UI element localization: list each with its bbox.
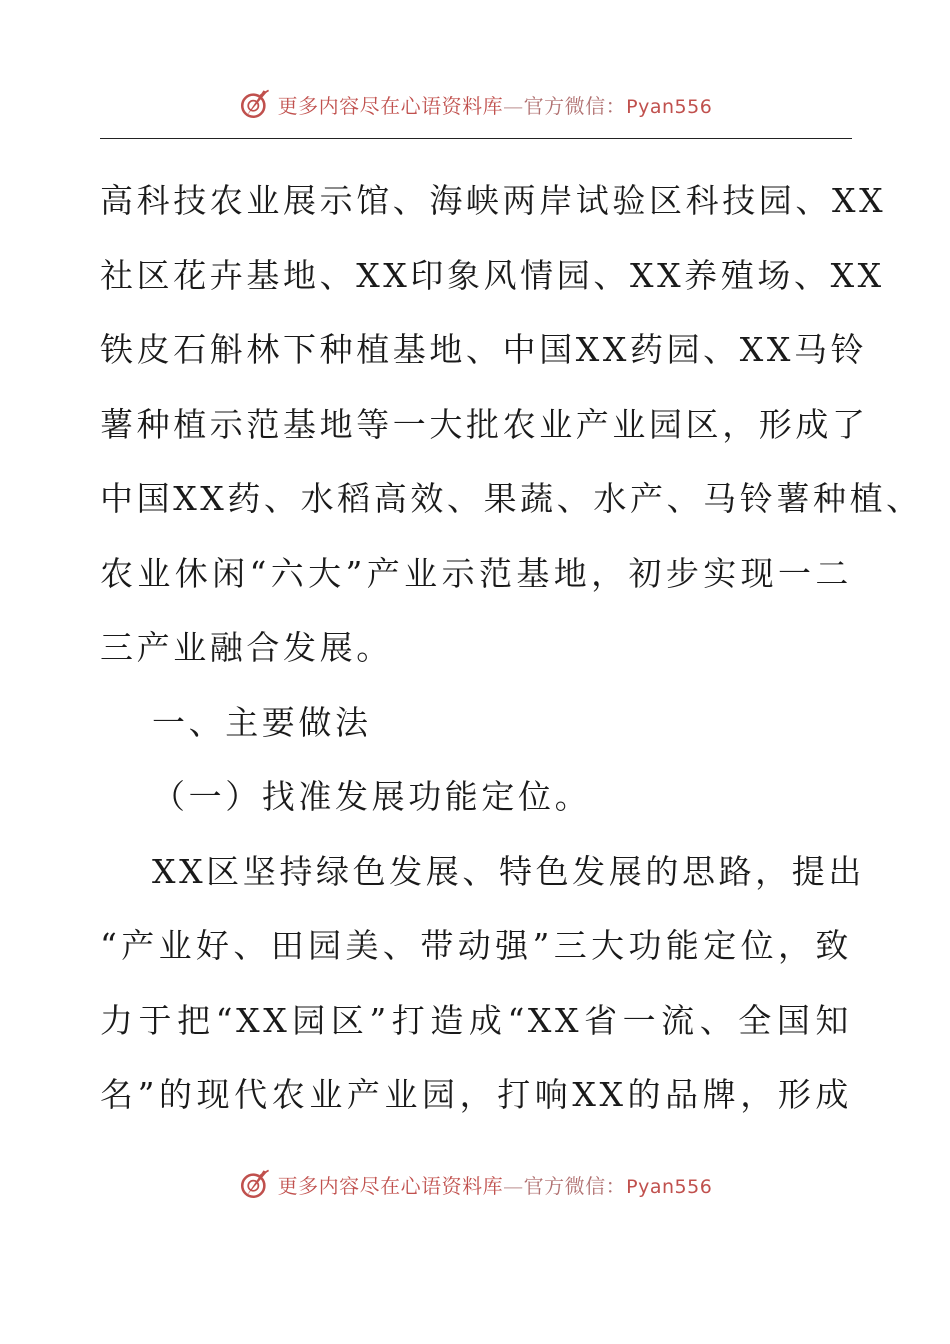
footer-wechat-id: Pyan556 — [626, 1175, 713, 1198]
header-wechat-label: 官方微信： — [523, 93, 627, 118]
footer-banner-text — [278, 1170, 713, 1199]
body-line: 三产业融合发展。 — [100, 628, 393, 667]
footer-wechat-label: 官方微信： — [523, 1173, 627, 1198]
footer-brand: 更多内容尽在心语资料库 — [277, 1173, 504, 1198]
body-line: 高科技农业展示馆、海峡两岸试验区科技园、XX — [100, 181, 887, 220]
body-line: “产业好、田园美、带动强”三大功能定位，致 — [100, 926, 852, 965]
footer-separator: — — [503, 1173, 524, 1198]
quill-logo-icon — [238, 87, 272, 121]
body-line: 农业休闲“六大”产业示范基地，初步实现一二 — [100, 553, 852, 593]
subsection-heading: （一）找准发展功能定位。 — [152, 777, 592, 816]
header-brand: 更多内容尽在心语资料库 — [277, 93, 504, 118]
section-heading: 一、主要做法 — [152, 702, 372, 742]
document-body — [100, 164, 923, 1133]
body-line: 力于把“XX园区”打造成“XX省一流、全国知 — [100, 1000, 852, 1040]
footer-banner — [0, 1162, 950, 1206]
body-line: 铁皮石斛林下种植基地、中国XX药园、XX马铃 — [100, 330, 868, 369]
body-line: XX区坚持绿色发展、特色发展的思路，提出 — [152, 851, 865, 891]
body-line: 名”的现代农业产业园，打响XX的品牌，形成 — [100, 1075, 852, 1114]
header-banner-text — [278, 90, 713, 119]
header-wechat-id: Pyan556 — [626, 95, 713, 118]
header-banner — [0, 82, 950, 126]
header-divider — [100, 138, 852, 139]
body-line: 薯种植示范基地等一大批农业产业园区，形成了 — [100, 404, 869, 444]
quill-logo-icon — [238, 1167, 272, 1201]
header-separator: — — [503, 93, 524, 118]
body-line: 中国XX药、水稻高效、果蔬、水产、马铃薯种植、 — [100, 479, 923, 518]
body-line: 社区花卉基地、XX印象风情园、XX养殖场、XX — [100, 255, 885, 295]
